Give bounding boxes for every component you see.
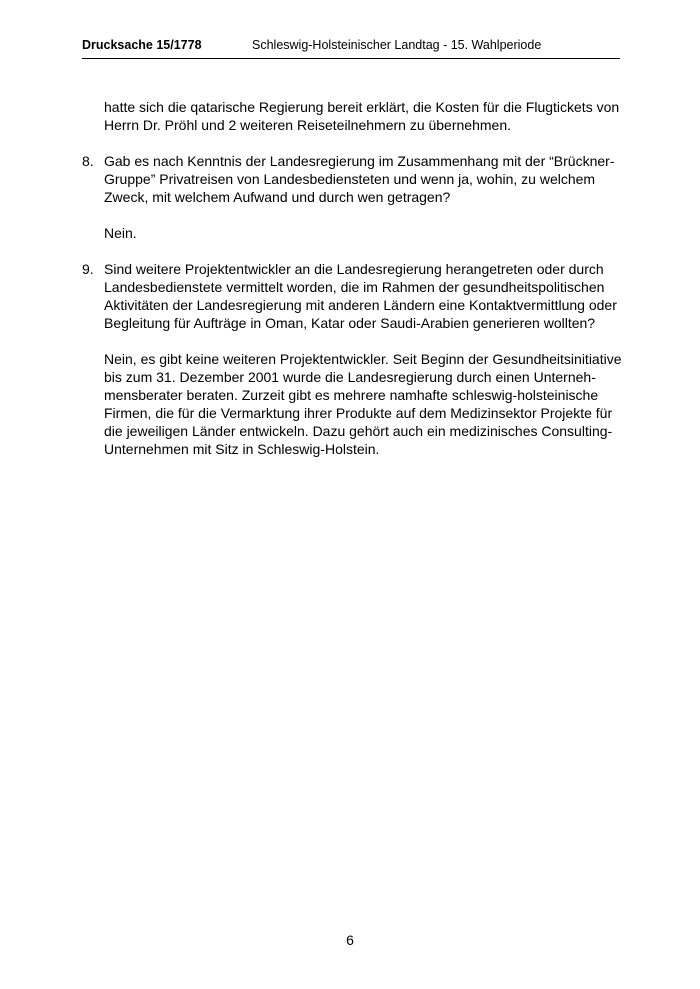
page-number: 6 — [346, 932, 354, 948]
text-line: Herrn Dr. Pröhl und 2 weiteren Reiseteilnehmern zu übernehmen. — [104, 117, 511, 133]
text-line: Zweck, mit welchem Aufwand und durch wen getragen? — [104, 189, 451, 205]
parliament-title: Schleswig-Holsteinischer Landtag - 15. Wahlperiode — [252, 38, 542, 52]
text-line: Firmen, die für die Vermarktung ihrer Produkte auf dem Medizinsektor Projekte für — [104, 405, 613, 421]
question-number: 8. — [82, 153, 94, 169]
question-item-9 — [82, 260, 622, 458]
intro-paragraph — [104, 98, 622, 134]
text-line: mensberater beraten. Zurzeit gibt es mehrere namhafte schleswig-holsteinische — [104, 387, 599, 403]
answer-text — [104, 224, 622, 242]
text-line: Gab es nach Kenntnis der Landesregierung im Zusammenhang mit der “Brückner- — [104, 153, 615, 169]
answer-text — [104, 350, 622, 458]
text-line: hatte sich die qatarische Regierung bereit erklärt, die Kosten für die Flugtickets von — [104, 99, 620, 115]
document-number: Drucksache 15/1778 — [82, 38, 202, 52]
text-line: Landesbedienstete vermittelt worden, die im Rahmen der gesundheitspolitischen — [104, 279, 605, 295]
text-line: Begleitung für Aufträge in Oman, Katar oder Saudi-Arabien generieren wollten? — [104, 315, 596, 331]
text-line: Nein, es gibt keine weiteren Projektentwickler. Seit Beginn der Gesundheitsinitiative — [104, 351, 622, 367]
text-line: Aktivitäten der Landesregierung mit anderen Ländern eine Kontaktvermittlung oder — [104, 297, 617, 313]
question-text — [82, 260, 622, 332]
text-line: bis zum 31. Dezember 2001 wurde die Landesregierung durch einen Unterneh- — [104, 369, 596, 385]
text-line: Sind weitere Projektentwickler an die Landesregierung herangetreten oder durch — [104, 261, 604, 277]
document-header — [82, 38, 620, 59]
document-body — [82, 98, 622, 476]
text-line: Nein. — [104, 225, 137, 241]
text-line: Gruppe” Privatreisen von Landesbediensteten und wenn ja, wohin, zu welchem — [104, 171, 596, 187]
question-text — [82, 152, 622, 206]
question-item-8 — [82, 152, 622, 242]
text-line: die jeweiligen Länder entwickeln. Dazu gehört auch ein medizinisches Consulting- — [104, 423, 613, 439]
text-line: Unternehmen mit Sitz in Schleswig-Holstein. — [104, 441, 380, 457]
question-number: 9. — [82, 261, 94, 277]
